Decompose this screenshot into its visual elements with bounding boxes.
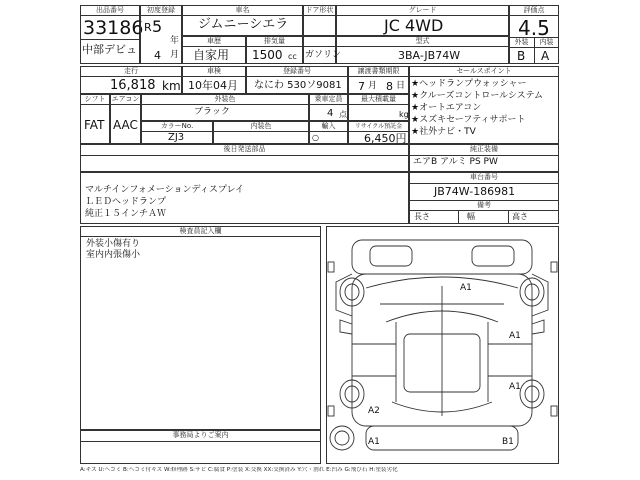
equipment-label: 純正装備 — [470, 145, 498, 153]
lot-venue: 中部デビュ — [82, 43, 137, 56]
recycle-label: リサイクル預託金 — [354, 123, 403, 130]
dim-height-label: 高さ — [512, 212, 528, 221]
damage-code: A1 — [509, 382, 521, 392]
capacity-label: 最大積載量 — [361, 95, 396, 103]
displacement-unit: cc — [288, 52, 297, 61]
score-total: 4.5 — [518, 16, 550, 40]
inspector-label: 検査員記入欄 — [179, 227, 222, 235]
score-label: 評価点 — [523, 6, 545, 14]
lot-label: 出品番号 — [96, 6, 124, 14]
model-code-value: 3BA-JB74W — [398, 49, 461, 62]
sales-point: ★社外ナビ・TV — [411, 127, 476, 137]
damage-code: A2 — [368, 406, 380, 416]
aircon-value: AAC — [113, 118, 138, 132]
shift-value: FAT — [84, 118, 105, 132]
colorno-value: ZJ3 — [168, 132, 185, 143]
feature-line: マルチインフォメーションディスプレイ — [85, 185, 245, 195]
inspector-note: 室内内張傷小 — [86, 250, 141, 260]
score-ext-label: 外装 — [514, 38, 529, 46]
sales-point: ★オートエアコン — [411, 103, 482, 113]
sales-point: ★ヘッドランプウォッシャー — [411, 79, 527, 89]
feature-line: 純正１５インチＡＷ — [85, 209, 167, 219]
first-reg-year: 5 — [152, 17, 163, 36]
feature-line: ＬＥＤヘッドランプ — [85, 197, 167, 207]
inspector-note: 外装小傷有り — [86, 239, 141, 249]
score-exterior: B — [517, 49, 526, 63]
seats-value: 4 — [327, 108, 334, 119]
colorno-label: カラーNo. — [160, 122, 194, 130]
first-reg-era: R — [144, 21, 152, 34]
damage-code: A1 — [460, 283, 472, 293]
damage-code: A1 — [509, 331, 521, 341]
color-label: 外装色 — [214, 95, 236, 103]
doc-deadline-label: 譲渡書類期限 — [357, 67, 400, 75]
doc-deadline-day: 8 — [386, 80, 393, 93]
door-label: ドア形状 — [305, 6, 334, 14]
chassis-label: 車歴 — [207, 37, 221, 45]
damage-code: A1 — [368, 437, 380, 447]
inspection-value: 10年04月 — [188, 79, 238, 92]
later-parts-label: 後日発送部品 — [223, 145, 266, 153]
office-label: 事務局よりご案内 — [172, 431, 229, 439]
footer-legend: A:キズ U:ヘコミ B:ヘコミ付キズ W:修理跡 S:サビ C:腐食 P:塗装 X:交換 XX:交換済み Y:穴・割れ E:凹み G:飛び石 H:塗装劣化 — [80, 467, 398, 473]
seats-label: 乗車定員 — [314, 95, 343, 103]
first-reg-year-suffix: 年 — [170, 36, 180, 46]
first-reg-month-suffix: 月 — [170, 50, 180, 60]
color-value: ブラック — [194, 107, 230, 117]
fuel-value: ガソリン — [305, 50, 342, 60]
score-int-label: 内装 — [539, 38, 554, 46]
import-label: 輸入 — [321, 122, 336, 130]
grade-value: JC 4WD — [384, 16, 444, 35]
mileage-unit: km — [162, 79, 181, 93]
usage-value: 自家用 — [193, 48, 230, 62]
aircon-label: エアコン — [111, 95, 140, 103]
car-diagram — [326, 226, 559, 464]
model-code-label: 型式 — [415, 37, 430, 45]
grade-label: グレード — [408, 6, 437, 14]
inspection-label: 車検 — [207, 67, 221, 75]
vin-value: JB74W-186981 — [434, 185, 516, 198]
sales-point: ★クルーズコントロールシステム — [411, 91, 544, 101]
displacement-label: 排気量 — [264, 37, 285, 45]
dim-width-label: 幅 — [467, 212, 475, 221]
first-reg-label: 初度登録 — [147, 6, 175, 14]
doc-deadline-month: 7 — [358, 80, 365, 93]
score-interior: A — [541, 49, 550, 63]
plate-value: なにわ 530ソ9081 — [254, 80, 342, 91]
shift-label: シフト — [84, 95, 106, 103]
displacement-value: 1500 — [252, 48, 283, 62]
doc-deadline-month-suffix: 月 — [368, 81, 378, 91]
car-name: ジムニーシエラ — [198, 17, 289, 32]
damage-code: B1 — [502, 437, 514, 447]
dim-length-label: 長さ — [414, 212, 430, 221]
first-reg-month: 4 — [154, 49, 161, 62]
doc-deadline-day-suffix: 日 — [396, 81, 406, 91]
intcolor-label: 内装色 — [250, 122, 272, 130]
car-name-label: 車名 — [235, 6, 250, 14]
sales-point: ★スズキセーフティサポート — [411, 115, 526, 125]
import-mark: ○ — [312, 133, 319, 142]
capacity-unit: kg — [399, 110, 409, 119]
mileage-label: 走行 — [124, 67, 138, 75]
sales-points-label: セールスポイント — [456, 67, 512, 75]
equipment-value: エアB アルミ PS PW — [413, 157, 498, 167]
remarks-label: 備考 — [477, 201, 491, 209]
lot-number: 33186 — [83, 17, 144, 39]
mileage-value: 16,818 — [110, 78, 156, 93]
seats-unit: 点 — [339, 110, 347, 119]
recycle-value: 6,450円 — [364, 132, 407, 145]
plate-label: 登録番号 — [283, 67, 311, 75]
vin-label: 車台番号 — [470, 173, 498, 181]
